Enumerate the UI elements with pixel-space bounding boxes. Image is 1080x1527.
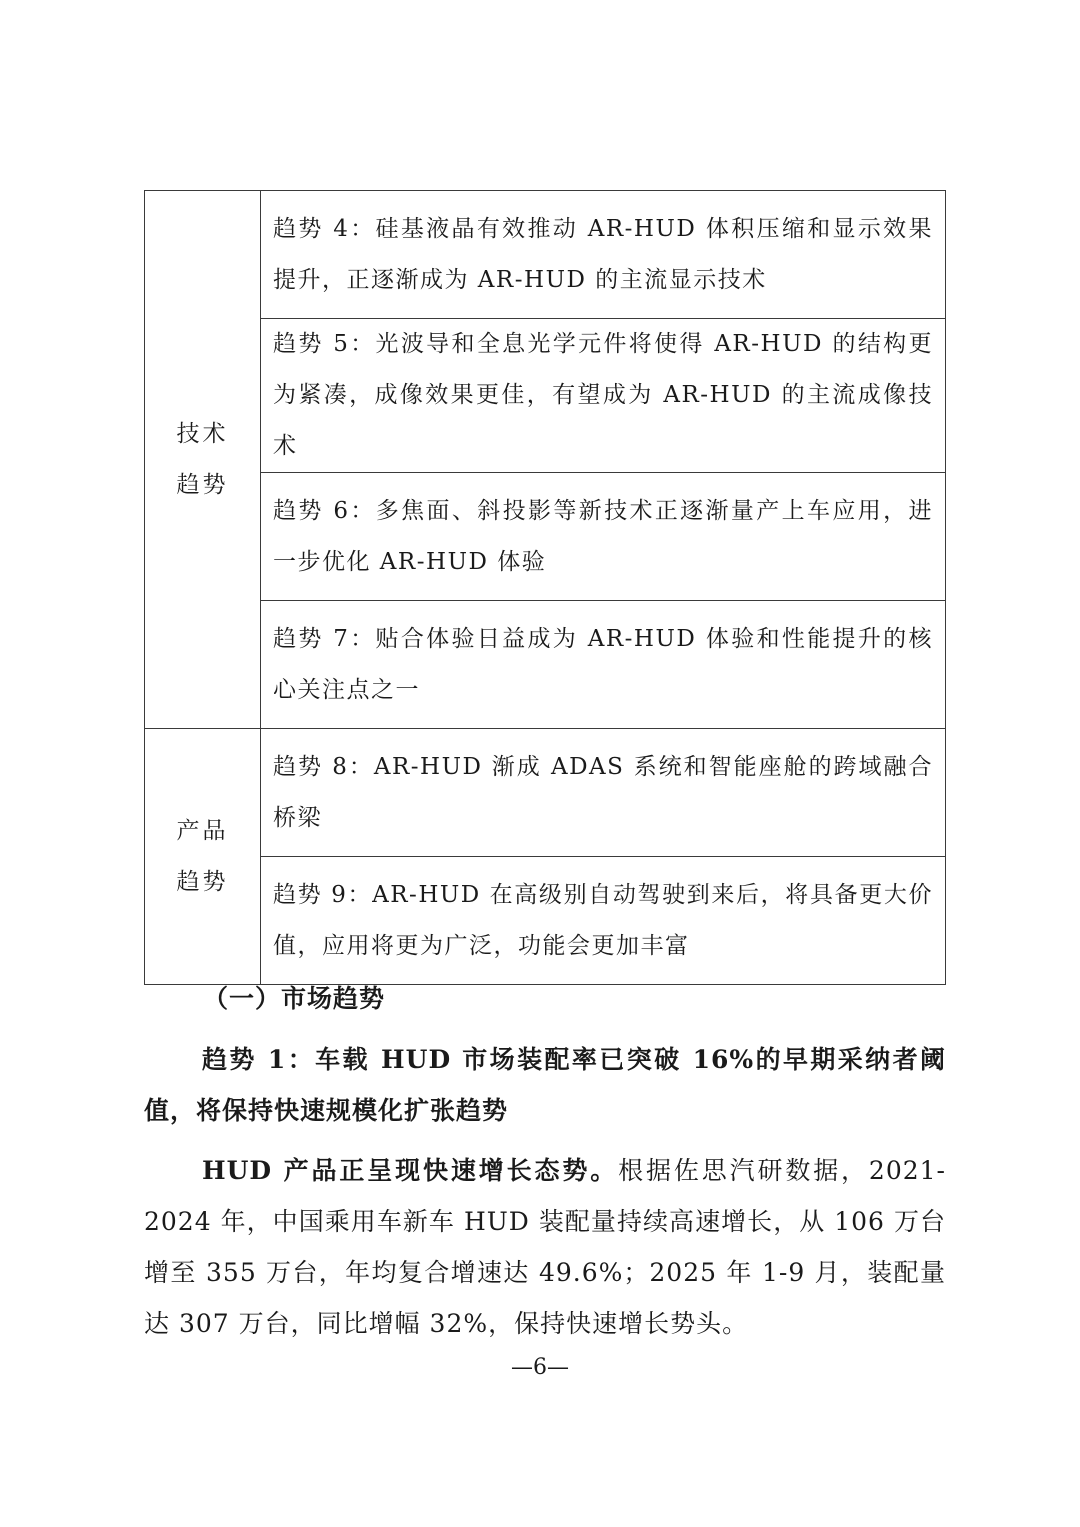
category-label: 趋势 — [176, 868, 229, 895]
trend-item-text: 趋势 8：AR-HUD 渐成 ADAS 系统和智能座舱的跨域融合桥梁 — [273, 753, 933, 831]
trend-item-text: 趋势 4：硅基液晶有效推动 AR-HUD 体积压缩和显示效果提升，正逐渐成为 AR-HUD 的主流显示技术 — [273, 215, 933, 293]
page-number: —6— — [511, 1355, 569, 1380]
trend-item-text: 趋势 5：光波导和全息光学元件将使得 AR-HUD 的结构更为紧凑，成像效果更佳，有望成为 AR-HUD 的主流成像技术 — [273, 331, 933, 459]
body-paragraph — [144, 1145, 946, 1349]
trend-item-text: 趋势 6：多焦面、斜投影等新技术正逐渐量产上车应用，进一步优化 AR-HUD 体验 — [273, 497, 933, 575]
trend-table — [144, 190, 946, 985]
trend-item-7 — [261, 601, 946, 729]
paragraph-text: 根据佐思汽研数据，2021-2024 年，中国乘用车新车 HUD 装配量持续高速增长，从 106 万台增至 355 万台，年均复合增速达 49.6%；2025 年 1-9 月，装配量达 307 万台，同比增幅 32%，保持快速增长势头。 — [144, 1156, 946, 1338]
trend-item-8 — [261, 729, 946, 857]
trend-item-4 — [261, 191, 946, 319]
category-cell-tech — [145, 191, 261, 729]
trend-item-5 — [261, 319, 946, 473]
trend-item-6 — [261, 473, 946, 601]
trend-item-text: 趋势 9：AR-HUD 在高级别自动驾驶到来后，将具备更大价值，应用将更为广泛，功能会更加丰富 — [273, 881, 933, 959]
category-cell-product — [145, 729, 261, 985]
trend-item-9 — [261, 857, 946, 985]
category-label: 产品 — [176, 817, 229, 844]
category-label: 趋势 — [176, 471, 229, 498]
trend-item-text: 趋势 7：贴合体验日益成为 AR-HUD 体验和性能提升的核心关注点之一 — [273, 625, 933, 703]
category-label: 技术 — [176, 420, 229, 447]
trend-1-heading: 趋势 1：车载 HUD 市场装配率已突破 16%的早期采纳者阈值，将保持快速规模化扩张趋势 — [144, 1045, 946, 1125]
section-heading: （一）市场趋势 — [203, 984, 386, 1013]
paragraph-lead: HUD 产品正呈现快速增长态势。 — [202, 1156, 619, 1185]
